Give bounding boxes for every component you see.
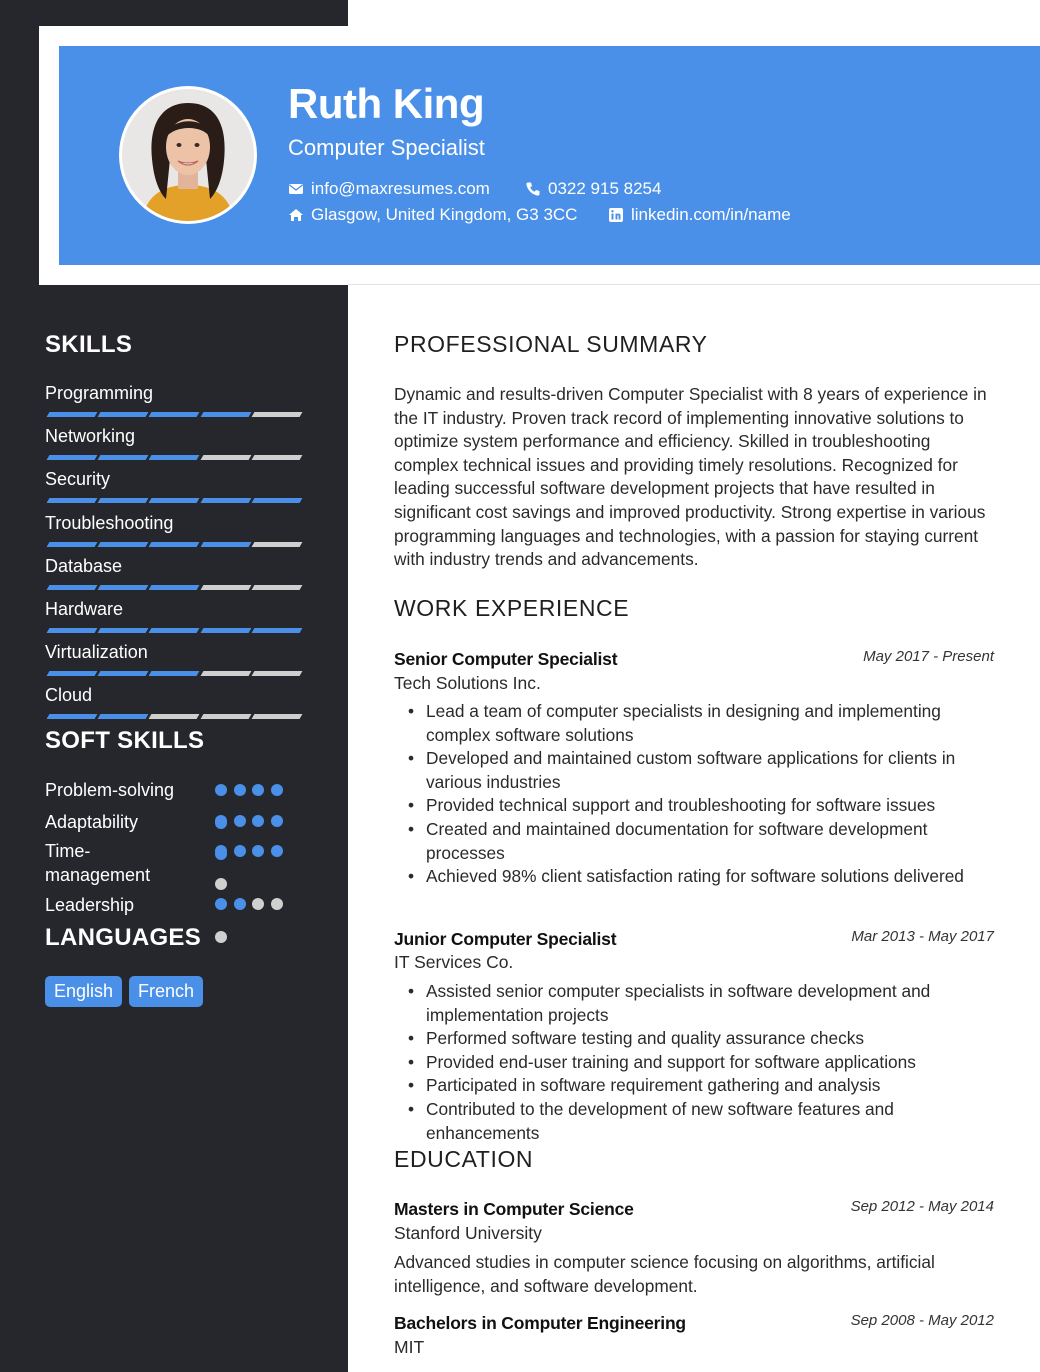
skill-label: Security bbox=[45, 469, 111, 490]
school-name: MIT bbox=[394, 1337, 425, 1357]
skill-level-segment bbox=[251, 412, 302, 417]
rating-dot bbox=[215, 898, 227, 910]
skill-level-bar bbox=[45, 542, 302, 547]
skill-item bbox=[45, 383, 302, 417]
skill-level-segment bbox=[149, 628, 200, 633]
home-icon bbox=[288, 207, 304, 223]
skill-item bbox=[45, 685, 302, 719]
skill-level-segment bbox=[47, 542, 98, 547]
experience-heading: WORK EXPERIENCE bbox=[394, 595, 630, 621]
skill-level-segment bbox=[98, 412, 149, 417]
linkedin-text: linkedin.com/in/name bbox=[631, 205, 791, 224]
list-item: • Developed and maintained custom software applications for clients in various industries bbox=[408, 747, 1004, 794]
rating-dot bbox=[234, 898, 246, 910]
soft-skill-label: Leadership bbox=[45, 895, 135, 915]
skill-level-segment bbox=[200, 542, 251, 547]
skill-level-segment bbox=[149, 542, 200, 547]
list-item: • Contributed to the development of new software features and enhancements bbox=[408, 1098, 1004, 1145]
skill-level-segment bbox=[251, 542, 302, 547]
list-item: • Assisted senior computer specialists in software development and implementation projects bbox=[408, 980, 1004, 1027]
skill-level-segment bbox=[251, 498, 302, 503]
soft-skill-label: Adaptability bbox=[45, 812, 139, 832]
header-divider bbox=[348, 284, 1040, 285]
list-item: • Achieved 98% client satisfaction rating for software solutions delivered bbox=[408, 865, 1004, 889]
job-title: Senior Computer Specialist bbox=[394, 649, 618, 669]
skill-label: Cloud bbox=[45, 685, 93, 706]
address-text: Glasgow, United Kingdom, G3 3CC bbox=[311, 205, 578, 224]
skill-level-bar bbox=[45, 628, 302, 633]
skill-level-segment bbox=[200, 671, 251, 676]
contact-phone[interactable] bbox=[525, 179, 661, 199]
skill-level-segment bbox=[200, 412, 251, 417]
rating-dot bbox=[215, 931, 227, 943]
skill-item bbox=[45, 426, 302, 460]
skill-level-segment bbox=[149, 412, 200, 417]
skill-level-bar bbox=[45, 714, 302, 719]
summary-text: Dynamic and results-driven Computer Specialist with 8 years of experience in the IT industry. Proven track record of implementing innovative solutions to optimize system performance and efficiency. Skilled in troubleshooting complex technical issues and providing timely resolutions. Recognized for leading successful software development projects that have resulted in significant cost savings and improved productivity. Strong expertise in various programming languages and technologies, with a passion for staying current with industry trends and advancements. bbox=[394, 384, 987, 570]
skill-item bbox=[45, 469, 302, 503]
soft-skills-heading: SOFT SKILLS bbox=[45, 727, 205, 754]
job-title: Junior Computer Specialist bbox=[394, 929, 617, 949]
skill-level-segment bbox=[200, 498, 251, 503]
contact-address bbox=[288, 205, 577, 225]
skill-label: Networking bbox=[45, 426, 136, 447]
job-date: May 2017 - Present bbox=[863, 648, 994, 665]
school-name: Stanford University bbox=[394, 1223, 542, 1243]
soft-skill-rating bbox=[215, 784, 295, 796]
job-date: Mar 2013 - May 2017 bbox=[851, 928, 994, 945]
list-item: • Created and maintained documentation for software development processes bbox=[408, 818, 1004, 865]
skill-item bbox=[45, 556, 302, 590]
rating-dot bbox=[271, 898, 283, 910]
soft-skill-rating bbox=[215, 815, 295, 827]
education-date: Sep 2008 - May 2012 bbox=[850, 1312, 994, 1329]
skill-level-segment bbox=[200, 585, 251, 590]
rating-dot bbox=[215, 784, 227, 796]
skill-label: Virtualization bbox=[45, 642, 148, 663]
skill-level-segment bbox=[149, 498, 200, 503]
skill-level-segment bbox=[149, 714, 200, 719]
language-chip-english: English bbox=[45, 976, 122, 1007]
skill-label: Database bbox=[45, 555, 123, 576]
rating-dot bbox=[252, 845, 264, 857]
job-bullets bbox=[408, 700, 1004, 889]
list-item: • Provided technical support and troubleshooting for software issues bbox=[408, 794, 1004, 818]
skill-level-segment bbox=[251, 671, 302, 676]
skill-level-segment bbox=[47, 671, 98, 676]
skill-level-segment bbox=[251, 585, 302, 590]
languages-heading: LANGUAGES bbox=[45, 924, 202, 951]
list-item: • Participated in software requirement gathering and analysis bbox=[408, 1074, 1004, 1098]
soft-skill-label: Time-management bbox=[45, 841, 151, 885]
rating-dot bbox=[271, 784, 283, 796]
skill-level-segment bbox=[251, 714, 302, 719]
skill-level-segment bbox=[98, 498, 149, 503]
skill-level-segment bbox=[47, 714, 98, 719]
skill-item bbox=[45, 513, 302, 547]
contact-email[interactable] bbox=[288, 179, 490, 199]
company-name: IT Services Co. bbox=[394, 952, 514, 972]
job-bullets bbox=[408, 980, 1004, 1145]
avatar bbox=[119, 86, 257, 224]
skill-item bbox=[45, 599, 302, 633]
rating-dot bbox=[215, 878, 227, 890]
rating-dot bbox=[234, 815, 246, 827]
soft-skill-rating bbox=[215, 898, 295, 910]
skill-level-segment bbox=[149, 455, 200, 460]
skill-level-segment bbox=[251, 628, 302, 633]
skill-level-segment bbox=[98, 542, 149, 547]
soft-skill-rating bbox=[215, 845, 295, 857]
skill-level-segment bbox=[98, 455, 149, 460]
skill-level-segment bbox=[98, 628, 149, 633]
degree-title: Masters in Computer Science bbox=[394, 1199, 634, 1219]
rating-dot bbox=[215, 845, 227, 857]
skill-level-segment bbox=[98, 585, 149, 590]
linkedin-icon bbox=[608, 207, 624, 223]
avatar-photo bbox=[122, 89, 254, 221]
skill-level-segment bbox=[98, 714, 149, 719]
candidate-name: Ruth King bbox=[288, 80, 485, 127]
language-chip-french: French bbox=[129, 976, 203, 1007]
rating-dot bbox=[234, 784, 246, 796]
contact-linkedin[interactable] bbox=[608, 205, 791, 225]
skill-level-segment bbox=[47, 455, 98, 460]
phone-text: 0322 915 8254 bbox=[548, 179, 662, 198]
skill-level-segment bbox=[47, 585, 98, 590]
education-description: Advanced studies in computer science focusing on algorithms, artificial intelligence, and software development. bbox=[394, 1252, 935, 1296]
rating-dot bbox=[234, 845, 246, 857]
summary-heading: PROFESSIONAL SUMMARY bbox=[394, 331, 708, 357]
rating-dot bbox=[252, 784, 264, 796]
rating-dot bbox=[271, 815, 283, 827]
education-heading: EDUCATION bbox=[394, 1146, 534, 1172]
phone-icon bbox=[525, 181, 541, 197]
list-item: • Lead a team of computer specialists in designing and implementing complex software solutions bbox=[408, 700, 1004, 747]
education-date: Sep 2012 - May 2014 bbox=[850, 1198, 994, 1215]
skill-level-segment bbox=[47, 498, 98, 503]
list-item: • Performed software testing and quality assurance checks bbox=[408, 1027, 1004, 1051]
skill-level-bar bbox=[45, 671, 302, 676]
skill-level-segment bbox=[47, 412, 98, 417]
skill-level-segment bbox=[149, 585, 200, 590]
rating-dot bbox=[215, 815, 227, 827]
email-text: info@maxresumes.com bbox=[311, 179, 490, 198]
skill-level-segment bbox=[200, 628, 251, 633]
rating-dot bbox=[271, 845, 283, 857]
company-name: Tech Solutions Inc. bbox=[394, 673, 541, 693]
soft-skill-label: Problem-solving bbox=[45, 780, 175, 800]
skills-heading: SKILLS bbox=[45, 331, 133, 358]
skill-level-segment bbox=[149, 671, 200, 676]
skill-label: Troubleshooting bbox=[45, 512, 174, 533]
envelope-icon bbox=[288, 181, 304, 197]
rating-dot bbox=[252, 815, 264, 827]
candidate-title: Computer Specialist bbox=[288, 135, 485, 160]
skill-level-bar bbox=[45, 412, 302, 417]
skill-level-bar bbox=[45, 498, 302, 503]
list-item: • Provided end-user training and support for software applications bbox=[408, 1051, 1004, 1075]
skill-label: Hardware bbox=[45, 599, 124, 619]
skill-level-segment bbox=[251, 455, 302, 460]
skill-level-segment bbox=[200, 455, 251, 460]
skill-item bbox=[45, 642, 302, 676]
skill-label: Programming bbox=[45, 383, 154, 403]
skill-level-segment bbox=[98, 671, 149, 676]
skill-level-segment bbox=[200, 714, 251, 719]
degree-title: Bachelors in Computer Engineering bbox=[394, 1313, 686, 1333]
skill-level-bar bbox=[45, 585, 302, 590]
skill-level-segment bbox=[47, 628, 98, 633]
rating-dot bbox=[252, 898, 264, 910]
skill-level-bar bbox=[45, 455, 302, 460]
